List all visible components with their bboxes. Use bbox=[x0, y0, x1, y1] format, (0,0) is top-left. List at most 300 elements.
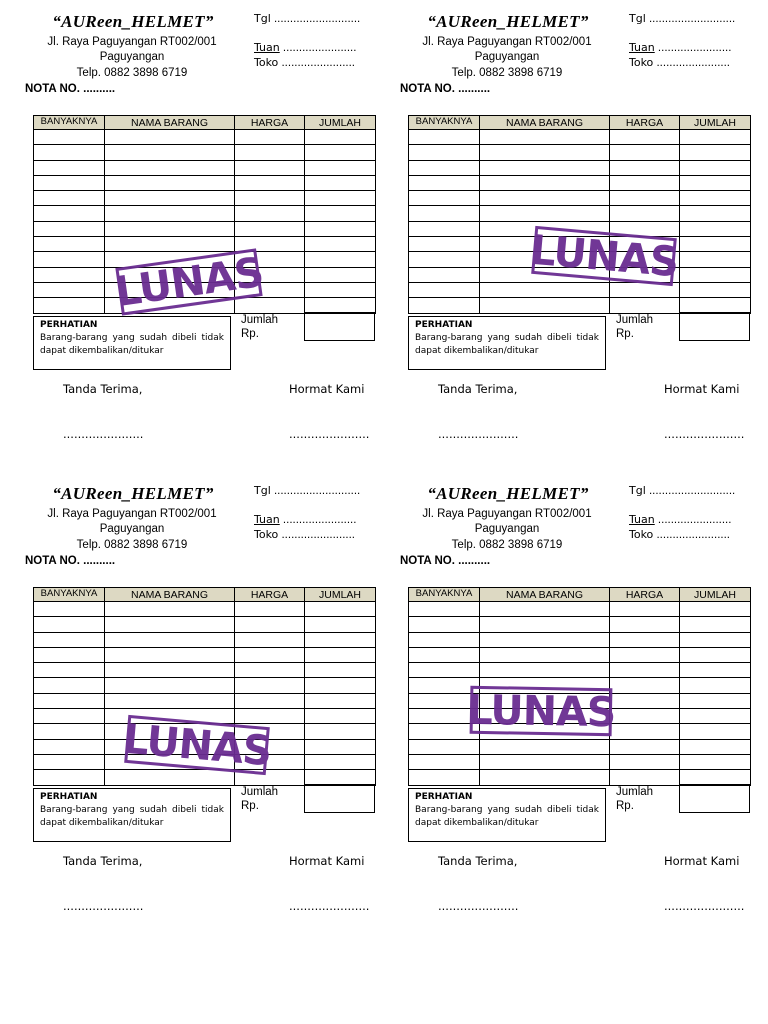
table-cell bbox=[34, 617, 105, 632]
nota-number: NOTA NO. .......... bbox=[25, 555, 116, 567]
table-cell bbox=[305, 693, 376, 708]
table-cell bbox=[305, 617, 376, 632]
table-cell bbox=[409, 145, 480, 160]
tuan-dots: ....................... bbox=[279, 514, 357, 526]
table-row bbox=[409, 298, 751, 313]
table-cell bbox=[305, 221, 376, 236]
nota-number: NOTA NO. .......... bbox=[400, 83, 491, 95]
jumlah-text: Jumlah bbox=[241, 314, 279, 326]
table-cell bbox=[409, 754, 480, 769]
tgl-dots: ........................... bbox=[645, 485, 736, 497]
table-cell bbox=[409, 632, 480, 647]
store-phone: Telp. 0882 3898 6719 bbox=[451, 67, 563, 79]
table-cell bbox=[409, 160, 480, 175]
table-cell bbox=[34, 160, 105, 175]
lunas-stamp: LUNAS bbox=[112, 247, 266, 317]
table-cell bbox=[105, 206, 235, 221]
rp-text: Rp. bbox=[616, 800, 634, 812]
table-cell bbox=[680, 252, 751, 267]
table-row bbox=[409, 617, 751, 632]
jumlah-label bbox=[616, 313, 653, 341]
table-cell bbox=[610, 145, 680, 160]
col-harga: HARGA bbox=[235, 588, 305, 602]
table-row bbox=[34, 175, 376, 190]
table-cell bbox=[610, 647, 680, 662]
table-cell bbox=[305, 206, 376, 221]
table-cell bbox=[610, 617, 680, 632]
toko-label: Toko bbox=[629, 56, 654, 69]
table-row bbox=[409, 130, 751, 145]
table-cell bbox=[480, 754, 610, 769]
table-cell bbox=[680, 754, 751, 769]
toko-dots: ....................... bbox=[653, 57, 730, 69]
hormat-kami: Hormat Kami bbox=[664, 854, 740, 868]
table-cell bbox=[610, 770, 680, 785]
lunas-stamp: LUNAS bbox=[527, 225, 681, 287]
table-cell bbox=[409, 602, 480, 617]
table-cell bbox=[105, 632, 235, 647]
table-cell bbox=[680, 663, 751, 678]
table-cell bbox=[305, 252, 376, 267]
table-cell bbox=[305, 602, 376, 617]
table-cell bbox=[305, 130, 376, 145]
table-row bbox=[34, 206, 376, 221]
table-cell bbox=[610, 130, 680, 145]
table-row bbox=[409, 632, 751, 647]
table-row bbox=[34, 191, 376, 206]
col-banyaknya: BANYAKNYA bbox=[409, 588, 480, 602]
col-harga: HARGA bbox=[235, 116, 305, 130]
table-cell bbox=[105, 237, 235, 252]
table-row bbox=[409, 647, 751, 662]
perhatian-box bbox=[408, 316, 606, 370]
table-row bbox=[409, 602, 751, 617]
rp-text: Rp. bbox=[616, 328, 634, 340]
table-cell bbox=[34, 298, 105, 313]
table-cell bbox=[34, 267, 105, 282]
table-cell bbox=[610, 693, 680, 708]
store-phone: Telp. 0882 3898 6719 bbox=[76, 67, 188, 79]
table-cell bbox=[105, 770, 235, 785]
table-cell bbox=[34, 754, 105, 769]
table-row bbox=[409, 206, 751, 221]
table-cell bbox=[610, 175, 680, 190]
lunas-stamp: LUNAS bbox=[466, 685, 616, 737]
table-header-row bbox=[34, 588, 376, 602]
table-cell bbox=[34, 647, 105, 662]
table-cell bbox=[305, 237, 376, 252]
table-cell bbox=[34, 663, 105, 678]
store-name: “AUReen_HELMET” bbox=[427, 12, 589, 31]
table-cell bbox=[480, 282, 610, 297]
toko-dots: ....................... bbox=[653, 529, 730, 541]
total-box bbox=[304, 784, 375, 813]
signature-line-seller: ...................... bbox=[289, 899, 370, 913]
table-cell bbox=[480, 617, 610, 632]
table-cell bbox=[610, 678, 680, 693]
perhatian-text: Barang-barang yang sudah dibeli tidak dapat dikembalikan/ditukar bbox=[415, 805, 599, 828]
table-cell bbox=[105, 175, 235, 190]
col-banyaknya: BANYAKNYA bbox=[409, 116, 480, 130]
table-cell bbox=[680, 678, 751, 693]
table-cell bbox=[34, 739, 105, 754]
toko-dots: ....................... bbox=[278, 529, 355, 541]
table-cell bbox=[305, 191, 376, 206]
table-cell bbox=[105, 191, 235, 206]
perhatian-box bbox=[33, 316, 231, 370]
table-cell bbox=[409, 221, 480, 236]
table-cell bbox=[34, 130, 105, 145]
table-row bbox=[409, 282, 751, 297]
table-row bbox=[34, 693, 376, 708]
table-cell bbox=[235, 145, 305, 160]
tuan-label: Tuan bbox=[629, 41, 655, 54]
table-row bbox=[409, 175, 751, 190]
signature-line-seller: ...................... bbox=[664, 899, 745, 913]
tgl-dots: ........................... bbox=[645, 13, 736, 25]
store-address: Jl. Raya Paguyangan RT002/001 bbox=[47, 36, 217, 48]
table-cell bbox=[409, 770, 480, 785]
table-cell bbox=[34, 175, 105, 190]
table-cell bbox=[409, 130, 480, 145]
table-cell bbox=[409, 267, 480, 282]
tanda-terima: Tanda Terima, bbox=[63, 854, 143, 868]
table-cell bbox=[480, 770, 610, 785]
table-cell bbox=[34, 632, 105, 647]
table-cell bbox=[34, 237, 105, 252]
table-cell bbox=[610, 709, 680, 724]
toko-field bbox=[629, 528, 730, 541]
receipt-top-left bbox=[22, 10, 392, 470]
table-row bbox=[34, 647, 376, 662]
total-box bbox=[679, 312, 750, 341]
table-cell bbox=[305, 754, 376, 769]
table-cell bbox=[680, 739, 751, 754]
table-cell bbox=[305, 739, 376, 754]
table-cell bbox=[235, 191, 305, 206]
signature-line-seller: ...................... bbox=[289, 427, 370, 441]
table-row bbox=[34, 770, 376, 785]
col-nama-barang: NAMA BARANG bbox=[480, 116, 610, 130]
signature-line-receiver: ...................... bbox=[63, 899, 144, 913]
store-phone: Telp. 0882 3898 6719 bbox=[451, 539, 563, 551]
tgl-label: Tgl bbox=[629, 484, 646, 497]
table-cell bbox=[235, 678, 305, 693]
table-cell bbox=[305, 175, 376, 190]
table-cell bbox=[680, 221, 751, 236]
table-cell bbox=[305, 298, 376, 313]
table-cell bbox=[235, 602, 305, 617]
table-cell bbox=[680, 282, 751, 297]
table-cell bbox=[480, 145, 610, 160]
perhatian-text: Barang-barang yang sudah dibeli tidak dapat dikembalikan/ditukar bbox=[415, 333, 599, 356]
table-cell bbox=[680, 647, 751, 662]
jumlah-label bbox=[241, 785, 278, 813]
table-cell bbox=[105, 130, 235, 145]
table-cell bbox=[610, 632, 680, 647]
table-cell bbox=[34, 252, 105, 267]
table-header-row bbox=[34, 116, 376, 130]
tuan-field bbox=[254, 41, 356, 54]
perhatian-box bbox=[33, 788, 231, 842]
jumlah-label bbox=[616, 785, 653, 813]
toko-label: Toko bbox=[629, 528, 654, 541]
table-cell bbox=[610, 206, 680, 221]
toko-field bbox=[254, 528, 355, 541]
table-cell bbox=[105, 221, 235, 236]
toko-dots: ....................... bbox=[278, 57, 355, 69]
col-jumlah: JUMLAH bbox=[305, 588, 376, 602]
table-row bbox=[34, 237, 376, 252]
table-cell bbox=[480, 647, 610, 662]
table-cell bbox=[480, 175, 610, 190]
table-cell bbox=[610, 298, 680, 313]
toko-label: Toko bbox=[254, 56, 279, 69]
table-cell bbox=[480, 298, 610, 313]
table-cell bbox=[680, 693, 751, 708]
tuan-label: Tuan bbox=[254, 41, 280, 54]
table-cell bbox=[610, 739, 680, 754]
table-cell bbox=[610, 191, 680, 206]
table-cell bbox=[235, 130, 305, 145]
perhatian-title: PERHATIAN bbox=[415, 320, 473, 330]
tanda-terima: Tanda Terima, bbox=[438, 382, 518, 396]
table-cell bbox=[680, 206, 751, 221]
store-name: “AUReen_HELMET” bbox=[52, 12, 214, 31]
col-jumlah: JUMLAH bbox=[680, 588, 751, 602]
table-cell bbox=[235, 175, 305, 190]
signature-line-receiver: ...................... bbox=[438, 427, 519, 441]
tgl-field bbox=[629, 484, 735, 497]
table-row bbox=[34, 617, 376, 632]
table-cell bbox=[409, 191, 480, 206]
perhatian-text: Barang-barang yang sudah dibeli tidak dapat dikembalikan/ditukar bbox=[40, 805, 224, 828]
table-cell bbox=[680, 770, 751, 785]
table-cell bbox=[305, 663, 376, 678]
table-cell bbox=[610, 724, 680, 739]
perhatian-box bbox=[408, 788, 606, 842]
table-cell bbox=[235, 709, 305, 724]
tuan-dots: ....................... bbox=[654, 514, 732, 526]
tgl-label: Tgl bbox=[254, 484, 271, 497]
table-row bbox=[34, 663, 376, 678]
table-row bbox=[409, 145, 751, 160]
table-cell bbox=[680, 602, 751, 617]
table-row bbox=[409, 770, 751, 785]
jumlah-label bbox=[241, 313, 278, 341]
table-cell bbox=[480, 602, 610, 617]
table-cell bbox=[34, 221, 105, 236]
perhatian-title: PERHATIAN bbox=[415, 792, 473, 802]
table-cell bbox=[105, 602, 235, 617]
col-harga: HARGA bbox=[610, 588, 680, 602]
table-cell bbox=[305, 678, 376, 693]
lunas-stamp: LUNAS bbox=[120, 714, 274, 776]
table-cell bbox=[409, 663, 480, 678]
signature-line-seller: ...................... bbox=[664, 427, 745, 441]
table-cell bbox=[680, 175, 751, 190]
table-cell bbox=[305, 724, 376, 739]
col-nama-barang: NAMA BARANG bbox=[105, 588, 235, 602]
table-cell bbox=[34, 678, 105, 693]
table-cell bbox=[680, 191, 751, 206]
table-cell bbox=[305, 145, 376, 160]
table-cell bbox=[680, 130, 751, 145]
store-phone: Telp. 0882 3898 6719 bbox=[76, 539, 188, 551]
table-cell bbox=[105, 663, 235, 678]
receipt-bottom-right bbox=[397, 482, 767, 942]
tuan-dots: ....................... bbox=[279, 42, 357, 54]
tgl-dots: ........................... bbox=[270, 13, 361, 25]
table-cell bbox=[235, 221, 305, 236]
table-cell bbox=[105, 678, 235, 693]
table-cell bbox=[34, 206, 105, 221]
table-cell bbox=[409, 298, 480, 313]
table-cell bbox=[34, 709, 105, 724]
tuan-label: Tuan bbox=[629, 513, 655, 526]
table-cell bbox=[105, 160, 235, 175]
table-cell bbox=[409, 647, 480, 662]
jumlah-text: Jumlah bbox=[241, 786, 279, 798]
table-cell bbox=[34, 145, 105, 160]
table-cell bbox=[610, 754, 680, 769]
table-row bbox=[34, 130, 376, 145]
table-row bbox=[409, 739, 751, 754]
table-row bbox=[34, 602, 376, 617]
tgl-label: Tgl bbox=[629, 12, 646, 25]
table-cell bbox=[409, 617, 480, 632]
table-cell bbox=[305, 267, 376, 282]
table-cell bbox=[235, 647, 305, 662]
table-row bbox=[34, 221, 376, 236]
hormat-kami: Hormat Kami bbox=[664, 382, 740, 396]
table-cell bbox=[235, 298, 305, 313]
receipt-top-right bbox=[397, 10, 767, 470]
table-cell bbox=[480, 130, 610, 145]
total-box bbox=[304, 312, 375, 341]
perhatian-title: PERHATIAN bbox=[40, 792, 98, 802]
table-row bbox=[409, 191, 751, 206]
table-cell bbox=[480, 191, 610, 206]
col-jumlah: JUMLAH bbox=[680, 116, 751, 130]
table-cell bbox=[34, 770, 105, 785]
table-cell bbox=[409, 206, 480, 221]
tgl-field bbox=[254, 12, 360, 25]
table-row bbox=[409, 754, 751, 769]
table-cell bbox=[680, 632, 751, 647]
signature-line-receiver: ...................... bbox=[63, 427, 144, 441]
table-cell bbox=[409, 282, 480, 297]
store-city: Paguyangan bbox=[474, 51, 540, 63]
table-row bbox=[409, 160, 751, 175]
tanda-terima: Tanda Terima, bbox=[63, 382, 143, 396]
col-harga: HARGA bbox=[610, 116, 680, 130]
table-cell bbox=[480, 663, 610, 678]
table-cell bbox=[34, 602, 105, 617]
table-cell bbox=[480, 160, 610, 175]
items-table bbox=[408, 115, 751, 314]
tuan-dots: ....................... bbox=[654, 42, 732, 54]
table-cell bbox=[409, 739, 480, 754]
rp-text: Rp. bbox=[241, 800, 259, 812]
table-row bbox=[34, 145, 376, 160]
table-cell bbox=[680, 617, 751, 632]
store-city: Paguyangan bbox=[99, 51, 165, 63]
hormat-kami: Hormat Kami bbox=[289, 854, 365, 868]
table-cell bbox=[680, 160, 751, 175]
table-cell bbox=[409, 237, 480, 252]
col-banyaknya: BANYAKNYA bbox=[34, 588, 105, 602]
tuan-field bbox=[254, 513, 356, 526]
nota-number: NOTA NO. .......... bbox=[25, 83, 116, 95]
table-cell bbox=[235, 160, 305, 175]
rp-text: Rp. bbox=[241, 328, 259, 340]
store-city: Paguyangan bbox=[99, 523, 165, 535]
hormat-kami: Hormat Kami bbox=[289, 382, 365, 396]
table-cell bbox=[105, 617, 235, 632]
table-cell bbox=[235, 663, 305, 678]
perhatian-text: Barang-barang yang sudah dibeli tidak dapat dikembalikan/ditukar bbox=[40, 333, 224, 356]
items-table bbox=[408, 587, 751, 786]
table-header-row bbox=[409, 116, 751, 130]
table-cell bbox=[235, 632, 305, 647]
toko-field bbox=[629, 56, 730, 69]
table-cell bbox=[34, 282, 105, 297]
table-row bbox=[409, 663, 751, 678]
toko-field bbox=[254, 56, 355, 69]
jumlah-text: Jumlah bbox=[616, 786, 654, 798]
table-cell bbox=[305, 632, 376, 647]
tgl-dots: ........................... bbox=[270, 485, 361, 497]
table-cell bbox=[480, 739, 610, 754]
table-cell bbox=[105, 693, 235, 708]
table-cell bbox=[305, 160, 376, 175]
table-header-row bbox=[409, 588, 751, 602]
table-cell bbox=[409, 175, 480, 190]
table-cell bbox=[34, 693, 105, 708]
col-nama-barang: NAMA BARANG bbox=[105, 116, 235, 130]
toko-label: Toko bbox=[254, 528, 279, 541]
col-nama-barang: NAMA BARANG bbox=[480, 588, 610, 602]
table-cell bbox=[34, 191, 105, 206]
table-cell bbox=[610, 663, 680, 678]
tgl-label: Tgl bbox=[254, 12, 271, 25]
table-row bbox=[34, 632, 376, 647]
table-cell bbox=[34, 724, 105, 739]
table-cell bbox=[480, 632, 610, 647]
store-address: Jl. Raya Paguyangan RT002/001 bbox=[422, 36, 592, 48]
nota-number: NOTA NO. .......... bbox=[400, 555, 491, 567]
table-cell bbox=[105, 647, 235, 662]
table-cell bbox=[409, 252, 480, 267]
table-cell bbox=[680, 724, 751, 739]
table-cell bbox=[680, 267, 751, 282]
tgl-field bbox=[629, 12, 735, 25]
store-address: Jl. Raya Paguyangan RT002/001 bbox=[422, 508, 592, 520]
tuan-field bbox=[629, 513, 731, 526]
tanda-terima: Tanda Terima, bbox=[438, 854, 518, 868]
table-cell bbox=[305, 770, 376, 785]
table-cell bbox=[680, 237, 751, 252]
store-name: “AUReen_HELMET” bbox=[52, 484, 214, 503]
table-cell bbox=[235, 617, 305, 632]
tuan-field bbox=[629, 41, 731, 54]
table-cell bbox=[480, 206, 610, 221]
table-cell bbox=[680, 298, 751, 313]
col-banyaknya: BANYAKNYA bbox=[34, 116, 105, 130]
table-cell bbox=[610, 160, 680, 175]
table-row bbox=[34, 678, 376, 693]
